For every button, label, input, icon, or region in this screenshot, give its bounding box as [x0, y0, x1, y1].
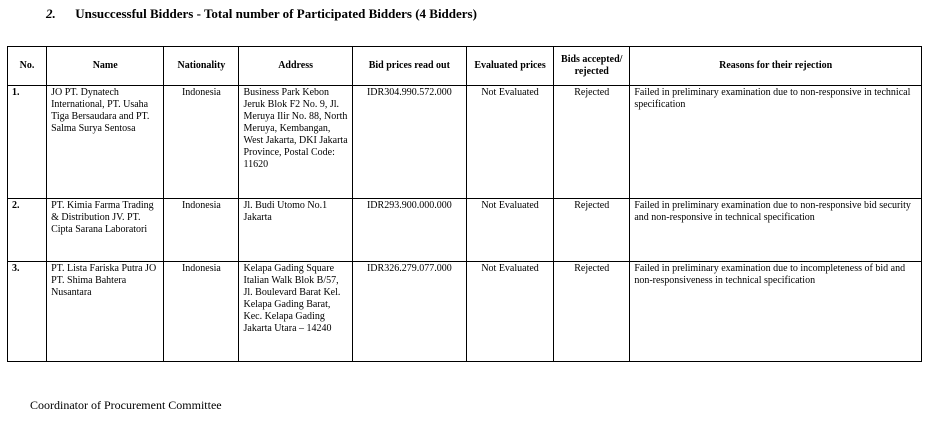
bid-price: IDR293.900.000.000: [352, 199, 466, 262]
table-row: [8, 199, 922, 262]
bidder-name: JO PT. Dynatech International, PT. Usaha Tiga Bersaudara and PT. Salma Surya Sentosa: [47, 86, 164, 199]
section-title: Unsuccessful Bidders - Total number of Participated Bidders (4 Bidders): [75, 6, 477, 21]
bid-price: IDR326.279.077.000: [352, 262, 466, 362]
bid-status: Rejected: [554, 262, 630, 362]
row-number: 2.: [8, 199, 47, 262]
evaluated-price: Not Evaluated: [466, 86, 553, 199]
header-bid-price: Bid prices read out: [352, 47, 466, 86]
evaluated-price: Not Evaluated: [466, 262, 553, 362]
rejection-reason: Failed in preliminary examination due to non-responsive in technical specification: [630, 86, 922, 199]
bidder-nationality: Indonesia: [164, 262, 239, 362]
table-row: [8, 262, 922, 362]
header-reasons: Reasons for their rejection: [630, 47, 922, 86]
header-accepted-rejected: Bids accepted/ rejected: [554, 47, 630, 86]
bidder-address: Business Park Kebon Jeruk Blok F2 No. 9, Jl. Meruya Ilir No. 88, North Meruya, Kembangan, West Jakarta, DKI Jakarta Province, Postal Code: 11620: [239, 86, 352, 199]
evaluated-price: Not Evaluated: [466, 199, 553, 262]
header-address: Address: [239, 47, 352, 86]
header-name: Name: [47, 47, 164, 86]
bidder-address: Jl. Budi Utomo No.1 Jakarta: [239, 199, 352, 262]
header-nationality: Nationality: [164, 47, 239, 86]
bid-status: Rejected: [554, 199, 630, 262]
rejection-reason: Failed in preliminary examination due to incompleteness of bid and non-responsiveness in technical specification: [630, 262, 922, 362]
signature-label: Coordinator of Procurement Committee: [30, 398, 222, 412]
table-row: [8, 86, 922, 199]
bid-price: IDR304.990.572.000: [352, 86, 466, 199]
rejection-reason: Failed in preliminary examination due to non-responsive bid security and non-responsive in technical specification: [630, 199, 922, 262]
row-number: 1.: [8, 86, 47, 199]
bidder-address: Kelapa Gading Square Italian Walk Blok B/57, Jl. Boulevard Barat Kel. Kelapa Gading Barat, Kec. Kelapa Gading Jakarta Utara – 14240: [239, 262, 352, 362]
unsuccessful-bidders-table: [7, 46, 922, 362]
header-no: No.: [8, 47, 47, 86]
bid-status: Rejected: [554, 86, 630, 199]
row-number: 3.: [8, 262, 47, 362]
bidder-name: PT. Lista Fariska Putra JO PT. Shima Bahtera Nusantara: [47, 262, 164, 362]
bidder-nationality: Indonesia: [164, 199, 239, 262]
table-header-row: [8, 47, 922, 86]
section-number: 2.: [46, 6, 56, 21]
bidder-name: PT. Kimia Farma Trading & Distribution JV. PT. Cipta Sarana Laboratori: [47, 199, 164, 262]
section-heading: [46, 6, 477, 22]
bidder-nationality: Indonesia: [164, 86, 239, 199]
header-evaluated-prices: Evaluated prices: [466, 47, 553, 86]
